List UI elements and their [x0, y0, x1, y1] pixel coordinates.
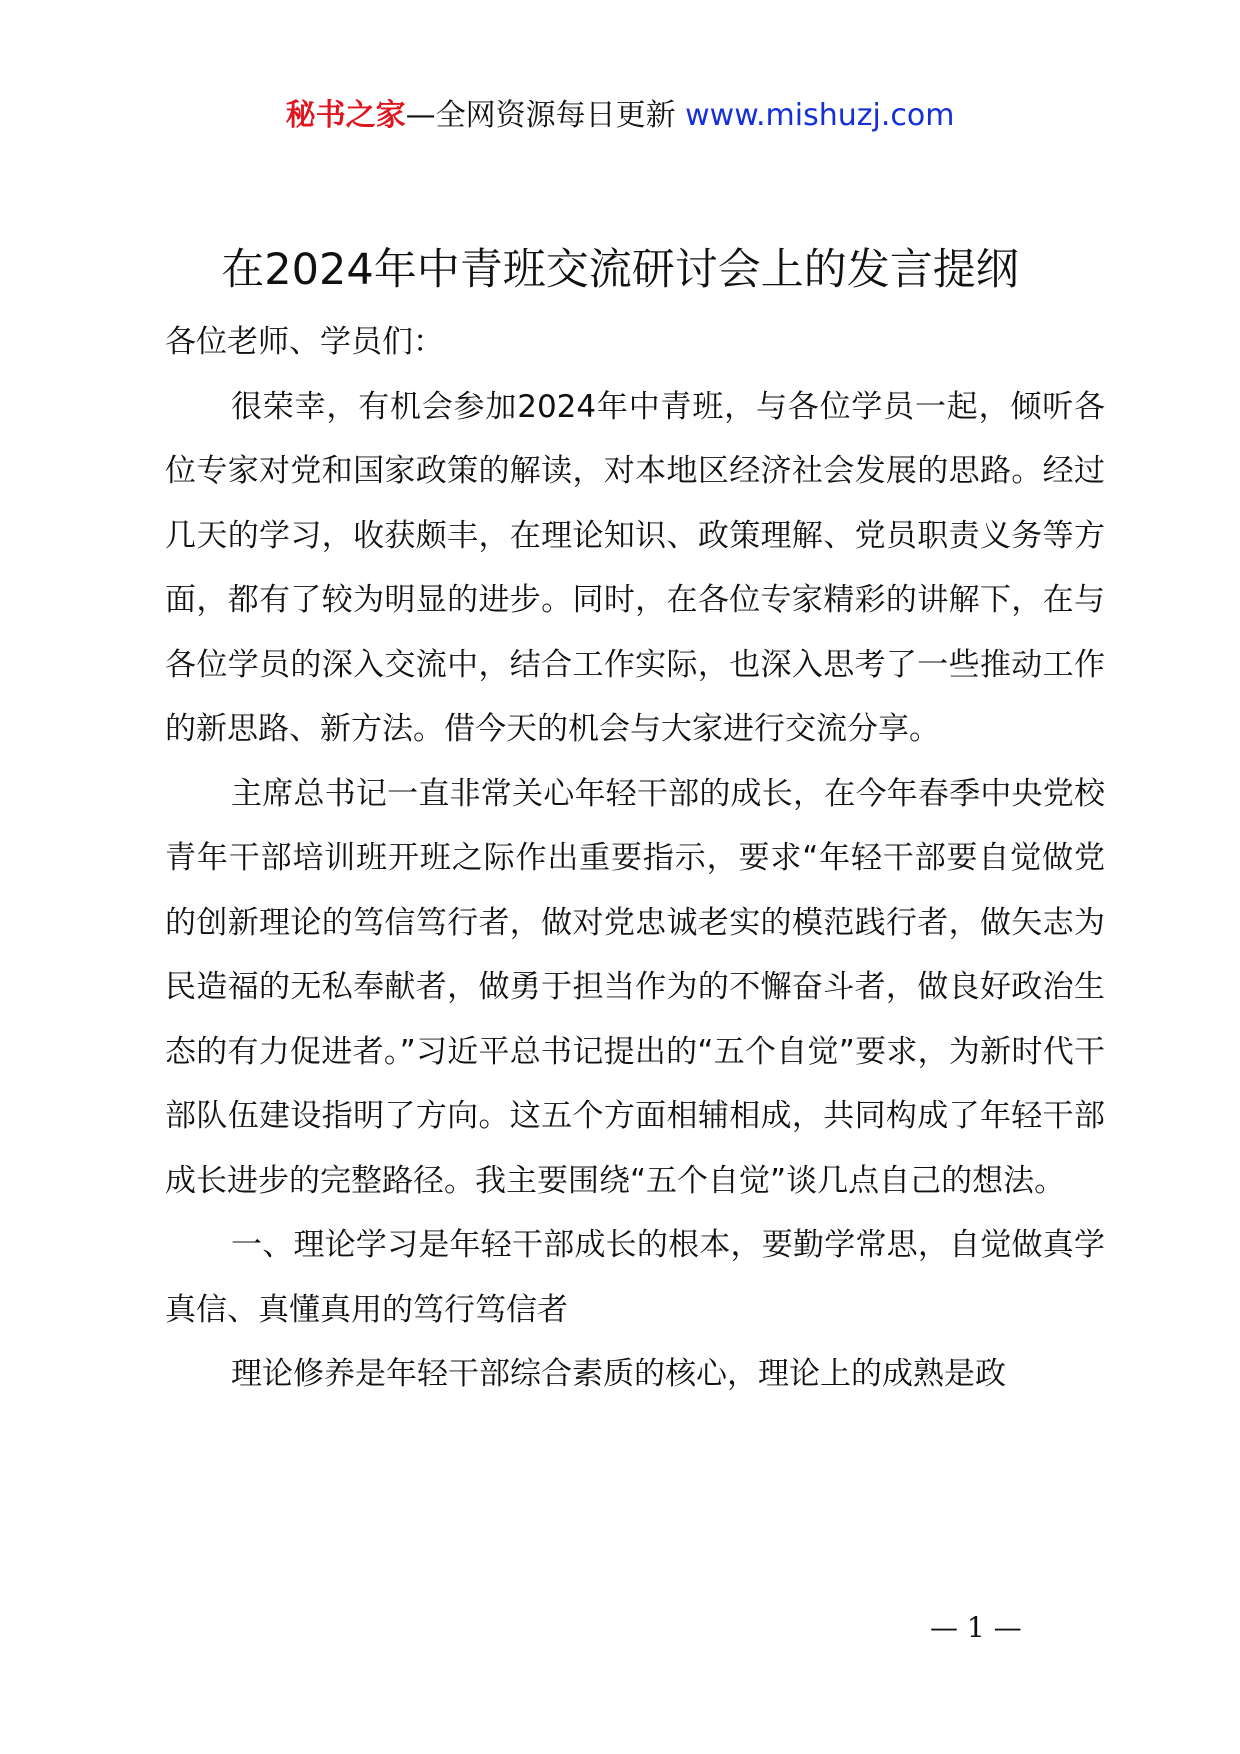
document-title: 在2024年中青班交流研讨会上的发言提纲 [221, 245, 1019, 295]
document-body [165, 310, 1105, 1407]
site-slogan: —全网资源每日更新 [405, 98, 676, 133]
paragraph-intro: 很荣幸，有机会参加2024年中青班，与各位学员一起，倾听各位专家对党和国家政策的解读，对本地区经济社会发展的思路。经过几天的学习，收获颇丰，在理论知识、政策理解、党员职责义务等方面，都有了较为明显的进步。同时，在各位专家精彩的讲解下，在与各位学员的深入交流中，结合工作实际，也深入思考了一些推动工作的新思路、新方法。借今天的机会与大家进行交流分享。 [165, 388, 1105, 747]
salutation: 各位老师、学员们： [165, 324, 444, 360]
site-name: 秘书之家 [285, 98, 406, 133]
site-url-link[interactable]: www.mishuzj.com [685, 98, 955, 133]
page-number: — 1 — [930, 1611, 1022, 1644]
section-paragraph: 理论修养是年轻干部综合素质的核心，理论上的成熟是政 [231, 1356, 1006, 1392]
section-heading: 一、理论学习是年轻干部成长的根本，要勤学常思，自觉做真学真信、真懂真用的笃行笃信者 [165, 1227, 1105, 1328]
paragraph-instructions: 主席总书记一直非常关心年轻干部的成长，在今年春季中央党校青年干部培训班开班之际作出重要指示，要求“年轻干部要自觉做党的创新理论的笃信笃行者，做对党忠诚老实的模范践行者，做矢志为民造福的无私奉献者，做勇于担当作为的不懈奋斗者，做良好政治生态的有力促进者。”习近平总书记提出的“五个自觉”要求，为新时代干部队伍建设指明了方向。这五个方面相辅相成，共同构成了年轻干部成长进步的完整路径。我主要围绕“五个自觉”谈几点自己的想法。 [165, 775, 1105, 1199]
site-header [0, 96, 1240, 136]
